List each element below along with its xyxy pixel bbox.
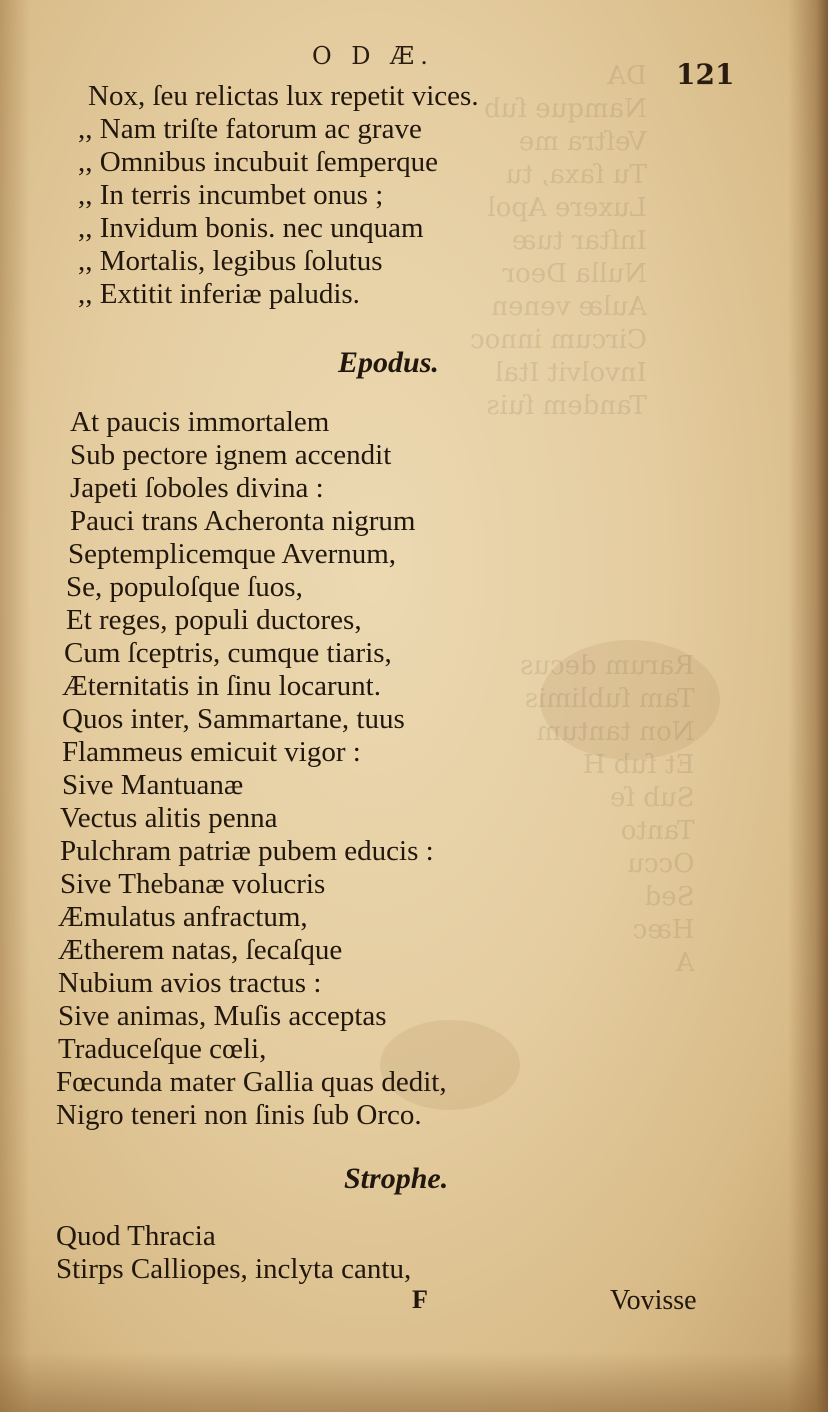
verse-line: Pulchram patriæ pubem educis : (60, 835, 434, 867)
verse-line: ,, Mortalis, legibus ſolutus (78, 245, 383, 277)
verse-line: At paucis immortalem (70, 406, 330, 438)
verse-line: Pauci trans Acheronta nigrum (70, 505, 416, 537)
verse-line: Flammeus emicuit vigor : (62, 736, 361, 768)
verse-line: Æternitatis in ſinu locarunt. (62, 670, 381, 702)
verse-line: ,, Omnibus incubuit ſemperque (78, 146, 439, 178)
section-heading-epodus: Epodus. (338, 346, 439, 379)
verse-line: Se, populoſque ſuos, (66, 571, 303, 603)
verse-line: Traduceſque cœli, (58, 1033, 267, 1065)
catchword: Vovisse (610, 1285, 697, 1316)
verse-line: Sive Thebanæ volucris (60, 868, 326, 900)
verse-line: Et reges, populi ductores, (66, 604, 362, 636)
verse-line: Nubium avios tractus : (58, 967, 322, 999)
page-right-edge (788, 0, 828, 1412)
page-left-shadow (0, 0, 30, 1412)
signature-mark: F (412, 1285, 428, 1314)
verse-line: Cum ſceptris, cumque tiaris, (64, 637, 392, 669)
verse-line: Sive animas, Muſis acceptas (58, 1000, 387, 1032)
verse-line: Fœcunda mater Gallia quas dedit, (56, 1066, 447, 1098)
verse-line: Quod Thracia (56, 1220, 216, 1252)
verse-line: Stirps Calliopes, inclyta cantu, (56, 1253, 412, 1285)
verse-line: Japeti ſoboles divina : (70, 472, 324, 504)
verse-line: ,, Nam triſte fatorum ac grave (78, 113, 422, 145)
verse-line: ,, In terris incumbet onus ; (78, 179, 384, 211)
section-heading-strophe: Strophe. (344, 1162, 449, 1195)
verse-line: Ætherem natas, ſecaſque (58, 934, 343, 966)
verse-line: Sive Mantuanæ (62, 769, 244, 801)
verse-line: Septemplicemque Avernum, (68, 538, 397, 570)
verse-line: Nigro teneri non ſinis ſub Orco. (56, 1099, 422, 1131)
verse-line: Sub pectore ignem accendit (70, 439, 392, 471)
page-number: 121 (676, 58, 735, 91)
verse-line: ,, Invidum bonis. nec unquam (78, 212, 424, 244)
verse-line: Nox, ſeu relictas lux repetit vices. (88, 80, 479, 112)
verse-line: Vectus alitis penna (60, 802, 278, 834)
running-head: O D Æ. (312, 42, 434, 70)
page-bottom-edge (0, 1352, 828, 1412)
show-through-text: DA Namque ſub Veſtra me Tu ſaxa, tu Luxere Apol Inſtar tuæ Nulla Deor Aulæ venen Circum innoc Involvit Ital Tandem ſuis (470, 61, 647, 421)
verse-line: Quos inter, Sammartane, tuus (62, 703, 405, 735)
verse-line: Æmulatus anfractum, (58, 901, 308, 933)
show-through-text: Rarum decus Tam ſublimis Non tantum Et ſub H Sub ſe Tanto Occu Sed Hæc A (520, 651, 695, 978)
verse-line: ,, Extitit inferiæ paludis. (78, 278, 360, 310)
